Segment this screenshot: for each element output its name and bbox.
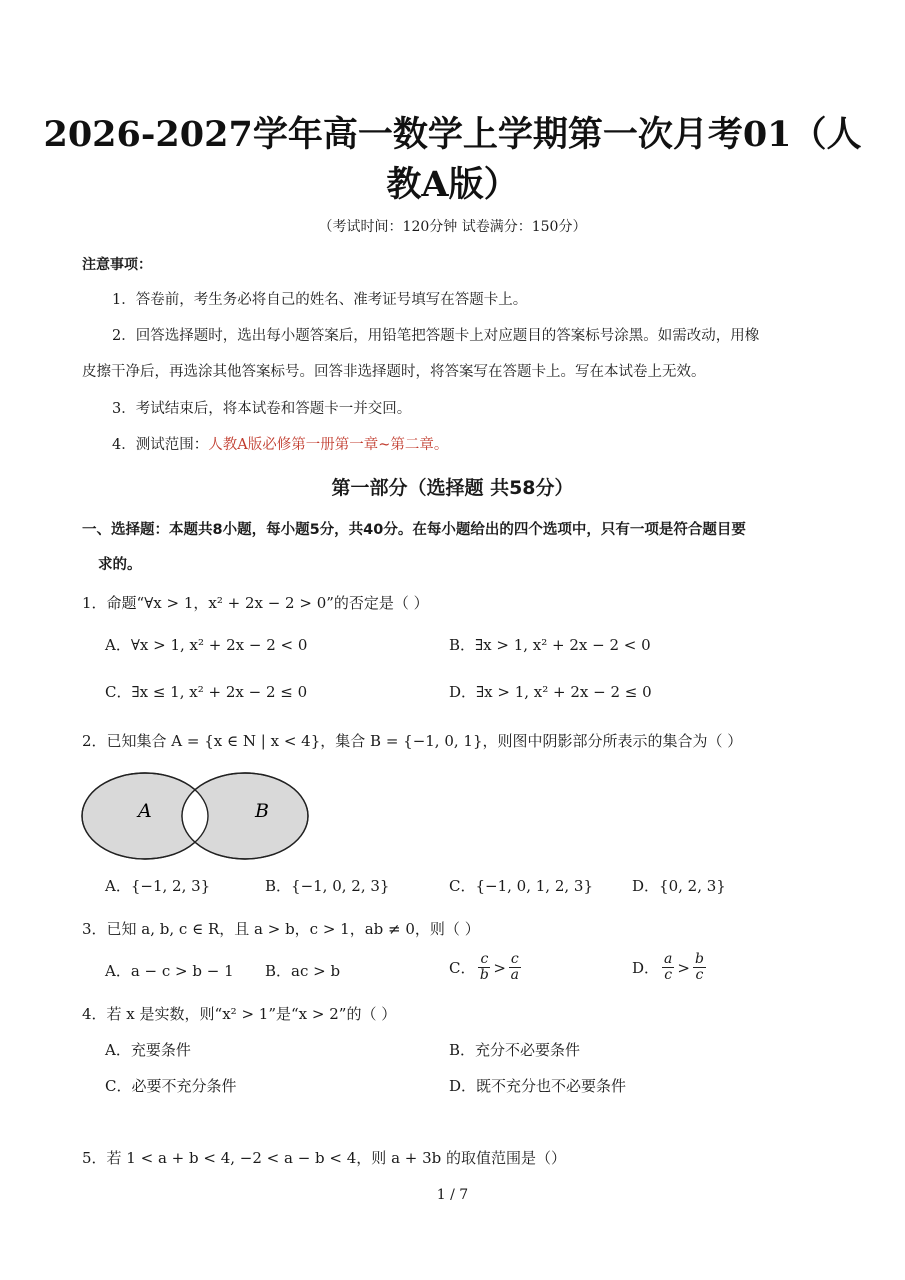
question-1-stem: 1．命题“∀x > 1，x² + 2x − 2 > 0”的否定是（ ） [82, 594, 429, 612]
section-instructions-line1: 一、选择题：本题共8小题，每小题5分，共40分。在每小题给出的四个选项中，只有一项是符合题目要 [82, 522, 746, 538]
question-4-option-c: C．必要不充分条件 [105, 1077, 237, 1095]
question-2-option-a: A．{−1, 2, 3} [105, 877, 211, 895]
question-1-option-b: B．∃x > 1, x² + 2x − 2 < 0 [449, 636, 651, 654]
question-2-stem: 2．已知集合 A = {x ∈ N | x < 4}，集合 B = {−1, 0, 1}，则图中阴影部分所表示的集合为（ ） [82, 732, 743, 750]
venn-label-a: A [138, 800, 152, 822]
question-5-stem: 5．若 1 < a + b < 4, −2 < a − b < 4，则 a + 3b 的取值范围是（） [82, 1149, 567, 1167]
page-number: 1 / 7 [436, 1187, 469, 1203]
question-4-option-a: A．充要条件 [105, 1041, 191, 1059]
question-4-stem: 4．若 x 是实数，则“x² > 1”是“x > 2”的（ ） [82, 1005, 397, 1023]
section-title: 第一部分（选择题 共58分） [331, 477, 574, 499]
fraction-c-over-b: c b [479, 951, 489, 983]
question-1-option-d: D．∃x > 1, x² + 2x − 2 ≤ 0 [449, 683, 652, 701]
notes-heading: 注意事项： [82, 257, 152, 273]
question-2-option-d: D．{0, 2, 3} [632, 877, 726, 895]
question-4-option-b: B．充分不必要条件 [449, 1041, 581, 1059]
question-1-option-c: C．∃x ≤ 1, x² + 2x − 2 ≤ 0 [105, 683, 308, 701]
question-3-option-b: B．ac > b [265, 962, 341, 980]
question-2-option-b: B．{−1, 0, 2, 3} [265, 877, 390, 895]
section-instructions-line2: 求的。 [98, 557, 142, 573]
venn-label-b: B [255, 800, 269, 822]
fraction-a-over-c: a c [664, 951, 673, 983]
note-3: 3．考试结束后，将本试卷和答题卡一并交回。 [112, 401, 412, 417]
question-3-option-c: C． c b > c a [449, 951, 519, 983]
venn-diagram [80, 770, 312, 862]
note-4-prefix: 4．测试范围： [112, 437, 209, 453]
note-4-scope: 人教A版必修第一册第一章~第二章。 [208, 437, 449, 453]
note-2-line1: 2．回答选择题时，选出每小题答案后，用铅笔把答题卡上对应题目的答案标号涂黑。如需改动，用橡 [112, 328, 760, 344]
question-3-stem: 3．已知 a, b, c ∈ R，且 a > b，c > 1，ab ≠ 0，则（ ） [82, 920, 480, 938]
exam-title-line2: 教A版） [386, 164, 519, 205]
fraction-c-over-a: c a [510, 951, 519, 983]
exam-title-line1: 2026-2027学年高一数学上学期第一次月考01（人 [43, 114, 862, 155]
question-2-option-c: C．{−1, 0, 1, 2, 3} [449, 877, 593, 895]
question-4-option-d: D．既不充分也不必要条件 [449, 1077, 627, 1095]
note-2-line2: 皮擦干净后，再选涂其他答案标号。回答非选择题时，将答案写在答题卡上。写在本试卷上无效。 [82, 364, 706, 380]
fraction-b-over-c: b c [694, 951, 704, 983]
question-3-option-a: A．a − c > b − 1 [105, 962, 234, 980]
question-3-option-d: D． a c > b c [632, 951, 704, 983]
exam-subtitle: （考试时间：120分钟 试卷满分：150分） [318, 219, 587, 235]
note-4 [112, 433, 448, 454]
question-1-option-a: A．∀x > 1, x² + 2x − 2 < 0 [105, 636, 308, 654]
note-1: 1．答卷前，考生务必将自己的姓名、准考证号填写在答题卡上。 [112, 292, 528, 308]
